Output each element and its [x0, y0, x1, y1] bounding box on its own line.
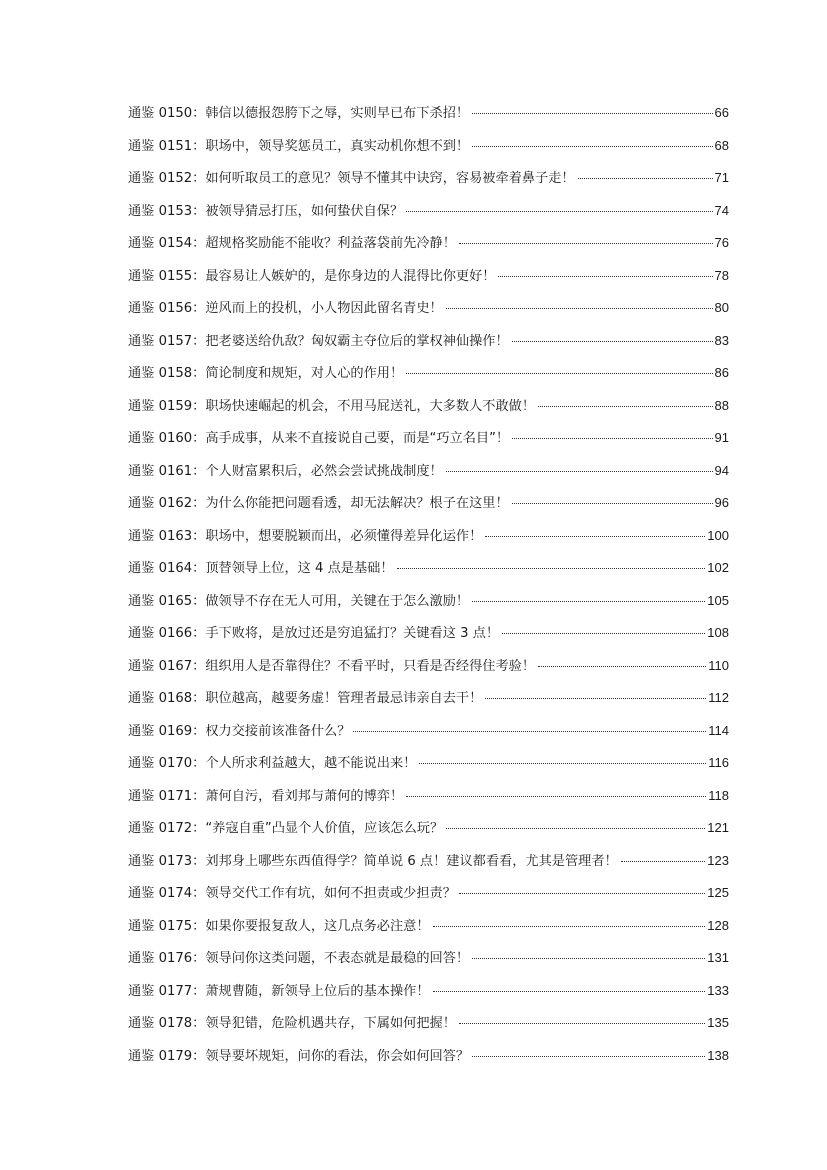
toc-entry[interactable]: [128, 621, 729, 654]
toc-entry[interactable]: [128, 361, 729, 394]
toc-entry[interactable]: [128, 1011, 729, 1044]
toc-entry-code: 通鉴 0167：: [128, 658, 206, 674]
toc-entry-code: 通鉴 0164：: [128, 561, 206, 576]
toc-entry-code: 通鉴 0163：: [128, 528, 206, 544]
toc-entry[interactable]: [128, 394, 729, 427]
toc-entry-code: 通鉴 0178：: [128, 1016, 206, 1031]
toc-entry-code: 通鉴 0153：: [128, 203, 206, 219]
toc-entry-code: 通鉴 0175：: [128, 918, 206, 934]
toc-entry-title: 领导要坏规矩，问你的看法，你会如何回答？: [205, 1048, 470, 1064]
table-of-contents: [128, 101, 729, 1076]
toc-entry-dot-leader: [512, 503, 713, 504]
toc-entry[interactable]: [128, 654, 729, 687]
toc-entry-dot-leader: [406, 796, 706, 797]
toc-entry-title: “养寇自重”凸显个人价值，应该怎么玩？: [205, 821, 444, 836]
toc-entry-code: 通鉴 0158：: [128, 366, 206, 381]
toc-entry[interactable]: [128, 101, 729, 134]
toc-entry-code: 通鉴 0165：: [128, 593, 206, 609]
toc-entry-title: 个人财富累积后，必然会尝试挑战制度！: [205, 463, 443, 479]
toc-entry-dot-leader: [433, 926, 706, 927]
toc-entry[interactable]: [128, 719, 729, 752]
toc-entry-title: 组织用人是否靠得住？不看平时，只看是否经得住考验！: [205, 658, 536, 674]
toc-entry-page-number: 112: [708, 690, 729, 705]
toc-entry-dot-leader: [472, 146, 712, 147]
toc-entry[interactable]: [128, 849, 729, 882]
toc-entry-title: 如果你要报复敌人，这几点务必注意！: [205, 918, 430, 934]
toc-entry[interactable]: [128, 296, 729, 329]
toc-entry-dot-leader: [485, 698, 706, 699]
toc-entry-dot-leader: [419, 763, 706, 764]
toc-entry-dot-leader: [538, 406, 713, 407]
toc-entry-code: 通鉴 0179：: [128, 1048, 206, 1064]
toc-entry-dot-leader: [446, 828, 705, 829]
toc-entry[interactable]: [128, 264, 729, 297]
toc-entry-page-number: 135: [707, 1015, 729, 1030]
toc-entry-dot-leader: [397, 568, 706, 569]
toc-entry-page-number: 138: [707, 1047, 729, 1063]
toc-entry-dot-leader: [512, 341, 713, 342]
toc-entry-title: 顶替领导上位，这 4 点是基础！: [205, 561, 394, 576]
toc-entry-title: 权力交接前该准备什么？: [205, 723, 351, 739]
toc-entry[interactable]: [128, 816, 729, 849]
toc-entry-page-number: 71: [714, 170, 729, 185]
toc-entry-page-number: 74: [714, 202, 729, 218]
toc-entry-title: 手下败将，是放过还是穷追猛打？关键看这 3 点！: [205, 626, 500, 641]
toc-entry-title: 逆风而上的投机，小人物因此留名青史！: [205, 301, 443, 316]
toc-entry[interactable]: [128, 166, 729, 199]
toc-entry-dot-leader: [459, 893, 705, 894]
toc-entry-page-number: 102: [707, 560, 729, 575]
toc-entry[interactable]: [128, 329, 729, 362]
toc-entry-page-number: 83: [714, 332, 729, 348]
toc-entry-dot-leader: [498, 276, 712, 277]
toc-entry[interactable]: [128, 199, 729, 232]
toc-entry[interactable]: [128, 426, 729, 459]
toc-entry-title: 韩信以德报怨胯下之辱，实则早已布下杀招！: [205, 106, 470, 121]
toc-entry-page-number: 108: [707, 625, 729, 640]
toc-entry-code: 通鉴 0169：: [128, 723, 206, 739]
toc-entry-title: 职场快速崛起的机会，不用马屁送礼，大多数人不敢做！: [205, 398, 536, 414]
toc-entry-code: 通鉴 0154：: [128, 236, 206, 251]
toc-entry-code: 通鉴 0156：: [128, 301, 206, 316]
toc-entry-page-number: 114: [708, 722, 729, 738]
toc-entry-code: 通鉴 0157：: [128, 333, 206, 349]
toc-entry-dot-leader: [502, 633, 705, 634]
toc-entry-page-number: 110: [708, 657, 729, 673]
toc-entry-dot-leader: [406, 211, 712, 212]
toc-entry[interactable]: [128, 784, 729, 817]
toc-entry[interactable]: [128, 491, 729, 524]
toc-entry[interactable]: [128, 589, 729, 622]
toc-entry-dot-leader: [472, 958, 705, 959]
toc-entry-dot-leader: [485, 536, 705, 537]
toc-entry-page-number: 100: [707, 527, 729, 543]
toc-entry-title: 如何听取员工的意见？领导不懂其中诀窍，容易被牵着鼻子走！: [205, 171, 575, 186]
toc-entry-page-number: 123: [707, 852, 729, 868]
toc-entry[interactable]: [128, 946, 729, 979]
toc-entry-title: 职场中，领导奖惩员工，真实动机你想不到！: [205, 138, 470, 154]
toc-entry-page-number: 125: [707, 885, 729, 900]
toc-entry-title: 高手成事，从来不直接说自己要，而是“巧立名目”！: [205, 431, 510, 446]
toc-entry-title: 为什么你能把问题看透，却无法解决？根子在这里！: [205, 496, 509, 511]
toc-entry-title: 萧何自污，看刘邦与萧何的博弈！: [205, 788, 404, 804]
toc-entry-page-number: 96: [714, 495, 729, 510]
toc-entry-page-number: 116: [708, 755, 729, 770]
toc-entry-dot-leader: [578, 178, 713, 179]
toc-entry[interactable]: [128, 751, 729, 784]
toc-entry[interactable]: [128, 979, 729, 1012]
toc-entry-dot-leader: [472, 601, 705, 602]
toc-entry[interactable]: [128, 686, 729, 719]
toc-entry[interactable]: [128, 914, 729, 947]
toc-entry-page-number: 86: [714, 365, 729, 380]
toc-entry-code: 通鉴 0150：: [128, 106, 206, 121]
toc-entry-title: 把老婆送给仇敌？匈奴霸主夺位后的掌权神仙操作！: [205, 333, 509, 349]
toc-entry-page-number: 128: [707, 917, 729, 933]
toc-entry-dot-leader: [446, 471, 713, 472]
toc-entry-title: 领导交代工作有坑，如何不担责或少担责？: [205, 886, 456, 901]
toc-entry-page-number: 80: [714, 300, 729, 315]
toc-entry-code: 通鉴 0173：: [128, 853, 206, 869]
toc-entry-code: 通鉴 0176：: [128, 951, 206, 966]
toc-entry-title: 被领导猜忌打压，如何蛰伏自保？: [205, 203, 404, 219]
toc-entry-code: 通鉴 0162：: [128, 496, 206, 511]
toc-entry-title: 做领导不存在无人可用，关键在于怎么激励！: [205, 593, 470, 609]
toc-entry[interactable]: [128, 524, 729, 557]
toc-entry-code: 通鉴 0151：: [128, 138, 206, 154]
toc-entry-dot-leader: [621, 861, 706, 862]
toc-entry-code: 通鉴 0168：: [128, 691, 206, 706]
toc-entry-title: 个人所求利益越大，越不能说出来！: [205, 756, 417, 771]
toc-entry-code: 通鉴 0160：: [128, 431, 206, 446]
toc-entry-title: 职位越高，越要务虚！管理者最忌讳亲自去干！: [205, 691, 483, 706]
toc-entry-page-number: 91: [714, 430, 729, 445]
toc-entry[interactable]: [128, 231, 729, 264]
toc-entry-page-number: 133: [707, 982, 729, 998]
toc-entry-title: 超规格奖励能不能收？利益落袋前先冷静！: [205, 236, 456, 251]
toc-entry-dot-leader: [406, 373, 712, 374]
toc-entry[interactable]: [128, 459, 729, 492]
toc-entry-dot-leader: [459, 1023, 705, 1024]
toc-entry-dot-leader: [446, 308, 713, 309]
toc-entry-page-number: 94: [714, 462, 729, 478]
toc-entry-dot-leader: [472, 113, 712, 114]
toc-entry-page-number: 68: [714, 137, 729, 153]
toc-entry-page-number: 105: [707, 592, 729, 608]
toc-entry-code: 通鉴 0172：: [128, 821, 206, 836]
toc-entry-page-number: 121: [707, 820, 729, 835]
toc-entry-dot-leader: [459, 243, 713, 244]
toc-entry-page-number: 78: [714, 267, 729, 283]
toc-entry-code: 通鉴 0159：: [128, 398, 206, 414]
toc-entry-page-number: 118: [708, 787, 729, 803]
toc-entry-code: 通鉴 0152：: [128, 171, 206, 186]
toc-entry-title: 领导犯错，危险机遇共存，下属如何把握！: [205, 1016, 456, 1031]
toc-entry[interactable]: [128, 134, 729, 167]
toc-entry-page-number: 88: [714, 397, 729, 413]
toc-entry-code: 通鉴 0155：: [128, 268, 206, 284]
toc-entry-title: 简论制度和规矩，对人心的作用！: [205, 366, 404, 381]
toc-entry-page-number: 131: [707, 950, 729, 965]
toc-entry-dot-leader: [433, 991, 706, 992]
toc-entry-dot-leader: [512, 438, 712, 439]
toc-entry-title: 刘邦身上哪些东西值得学？简单说 6 点！建议都看看，尤其是管理者！: [205, 853, 618, 869]
toc-entry-code: 通鉴 0170：: [128, 756, 206, 771]
toc-entry-title: 职场中，想要脱颖而出，必须懂得差异化运作！: [205, 528, 483, 544]
toc-entry-title: 领导问你这类问题，不表态就是最稳的回答！: [205, 951, 470, 966]
toc-entry-dot-leader: [353, 731, 706, 732]
toc-entry-page-number: 76: [714, 235, 729, 250]
toc-entry[interactable]: [128, 1044, 729, 1077]
toc-entry[interactable]: [128, 556, 729, 589]
toc-entry-page-number: 66: [714, 105, 729, 120]
toc-entry-code: 通鉴 0166：: [128, 626, 206, 641]
toc-entry[interactable]: [128, 881, 729, 914]
toc-entry-dot-leader: [472, 1056, 705, 1057]
toc-entry-title: 最容易让人嫉妒的，是你身边的人混得比你更好！: [205, 268, 496, 284]
toc-entry-code: 通鉴 0174：: [128, 886, 206, 901]
toc-entry-dot-leader: [538, 666, 706, 667]
toc-entry-title: 萧规曹随，新领导上位后的基本操作！: [205, 983, 430, 999]
toc-entry-code: 通鉴 0177：: [128, 983, 206, 999]
toc-entry-code: 通鉴 0171：: [128, 788, 206, 804]
toc-entry-code: 通鉴 0161：: [128, 463, 206, 479]
